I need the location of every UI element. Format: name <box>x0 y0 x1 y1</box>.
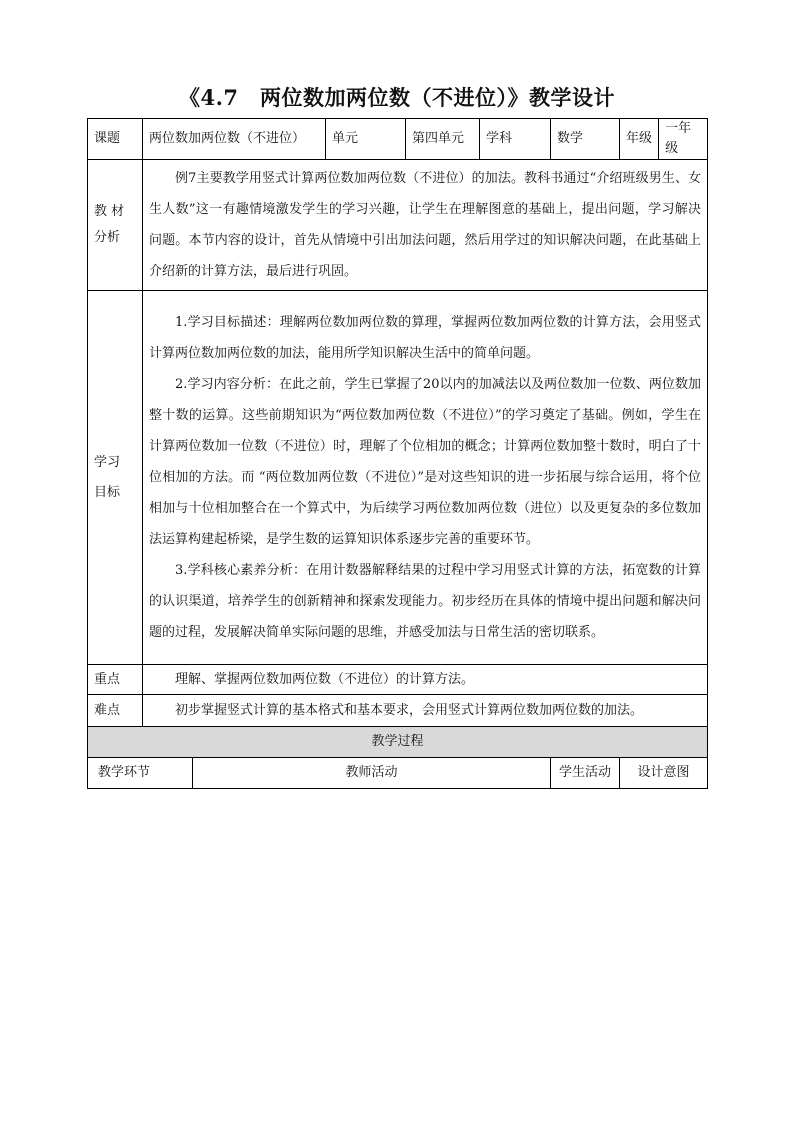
analysis-text: 例7主要教学用竖式计算两位数加两位数（不进位）的加法。教科书通过“介绍班级男生、女生人数”这一有趣情境激发学生的学习兴趣，让学生在理解图意的基础上，提出问题，学习解决问题。本节内容的设计，首先从情境中引出加法问题，然后用学过的知识解决问题，在此基础上介绍新的计算方法，最后进行巩固。 <box>149 171 702 279</box>
objectives-row <box>88 291 708 665</box>
objective-content-paragraph: 2.学习内容分析：在此之前，学生已掌握了20以内的加减法以及两位数加一位数、两位数加整十数的运算。这些前期知识为“两位数加两位数（不进位）”的学习奠定了基础。例如，学生在计算两位数加一位数（不进位）时，理解了个位相加的概念；计算两位数加整十数时，明白了十位相加的方法。而 “两位数加两位数（不进位）”是对这些知识的进一步拓展与综合运用，将个位相加与十位相加整合在一个算式中，为后续学习两位数加两位数（进位）以及更复杂的多位数加法运算构建起桥梁，是学生数的运算知识体系逐步完善的重要环节。 <box>149 377 702 547</box>
key-point-row <box>88 665 708 695</box>
topic-value: 两位数加两位数（不进位） <box>143 119 326 160</box>
col-teacher: 教师活动 <box>193 758 551 789</box>
process-columns-row <box>88 758 708 789</box>
difficulty-label: 难点 <box>88 695 143 727</box>
key-point-text: 理解、掌握两位数加两位数（不进位）的计算方法。 <box>175 671 475 687</box>
col-student: 学生活动 <box>551 758 620 789</box>
difficulty-text: 初步掌握竖式计算的基本格式和基本要求，会用竖式计算两位数加两位数的加法。 <box>175 702 644 718</box>
objective-goal-paragraph: 1.学习目标描述：理解两位数加两位数的算理，掌握两位数加两位数的计算方法，会用竖式计算两位数加两位数的加法，能用所学知识解决生活中的简单问题。 <box>149 315 702 361</box>
subject-label: 学科 <box>480 119 551 160</box>
subject-value: 数学 <box>551 119 620 160</box>
objectives-label-line2: 目标 <box>94 484 121 500</box>
col-intent: 设计意图 <box>620 758 708 789</box>
analysis-label-line2: 分析 <box>94 230 121 245</box>
key-point-label: 重点 <box>88 665 143 695</box>
difficulty-row <box>88 695 708 727</box>
info-row <box>88 119 708 160</box>
objectives-label <box>88 291 143 665</box>
objectives-label-line1: 学习 <box>94 454 121 470</box>
key-point-content <box>143 665 708 695</box>
process-header: 教学过程 <box>88 727 708 758</box>
unit-label: 单元 <box>326 119 406 160</box>
col-stage: 教学环节 <box>88 758 193 789</box>
topic-label: 课题 <box>88 119 143 160</box>
analysis-label <box>88 160 143 291</box>
grade-label: 年级 <box>620 119 659 160</box>
process-header-row <box>88 727 708 758</box>
analysis-content <box>143 160 708 291</box>
objectives-content <box>143 291 708 665</box>
objective-literacy-paragraph: 3.学科核心素养分析：在用计数器解释结果的过程中学习用竖式计算的方法，拓宽数的计算的认识渠道，培养学生的创新精神和探索发现能力。初步经历在具体的情境中提出问题和解决问题的过程，发展解决简单实际问题的思维，并感受加法与日常生活的密切联系。 <box>149 563 702 640</box>
analysis-row <box>88 160 708 291</box>
analysis-label-line1: 教 材 <box>94 204 125 219</box>
difficulty-content <box>143 695 708 727</box>
grade-value: 一年级 <box>659 119 708 160</box>
lesson-plan-table <box>87 118 708 789</box>
unit-value: 第四单元 <box>406 119 480 160</box>
document-title: 《4.7 两位数加两位数（不进位）》教学设计 <box>178 85 616 110</box>
